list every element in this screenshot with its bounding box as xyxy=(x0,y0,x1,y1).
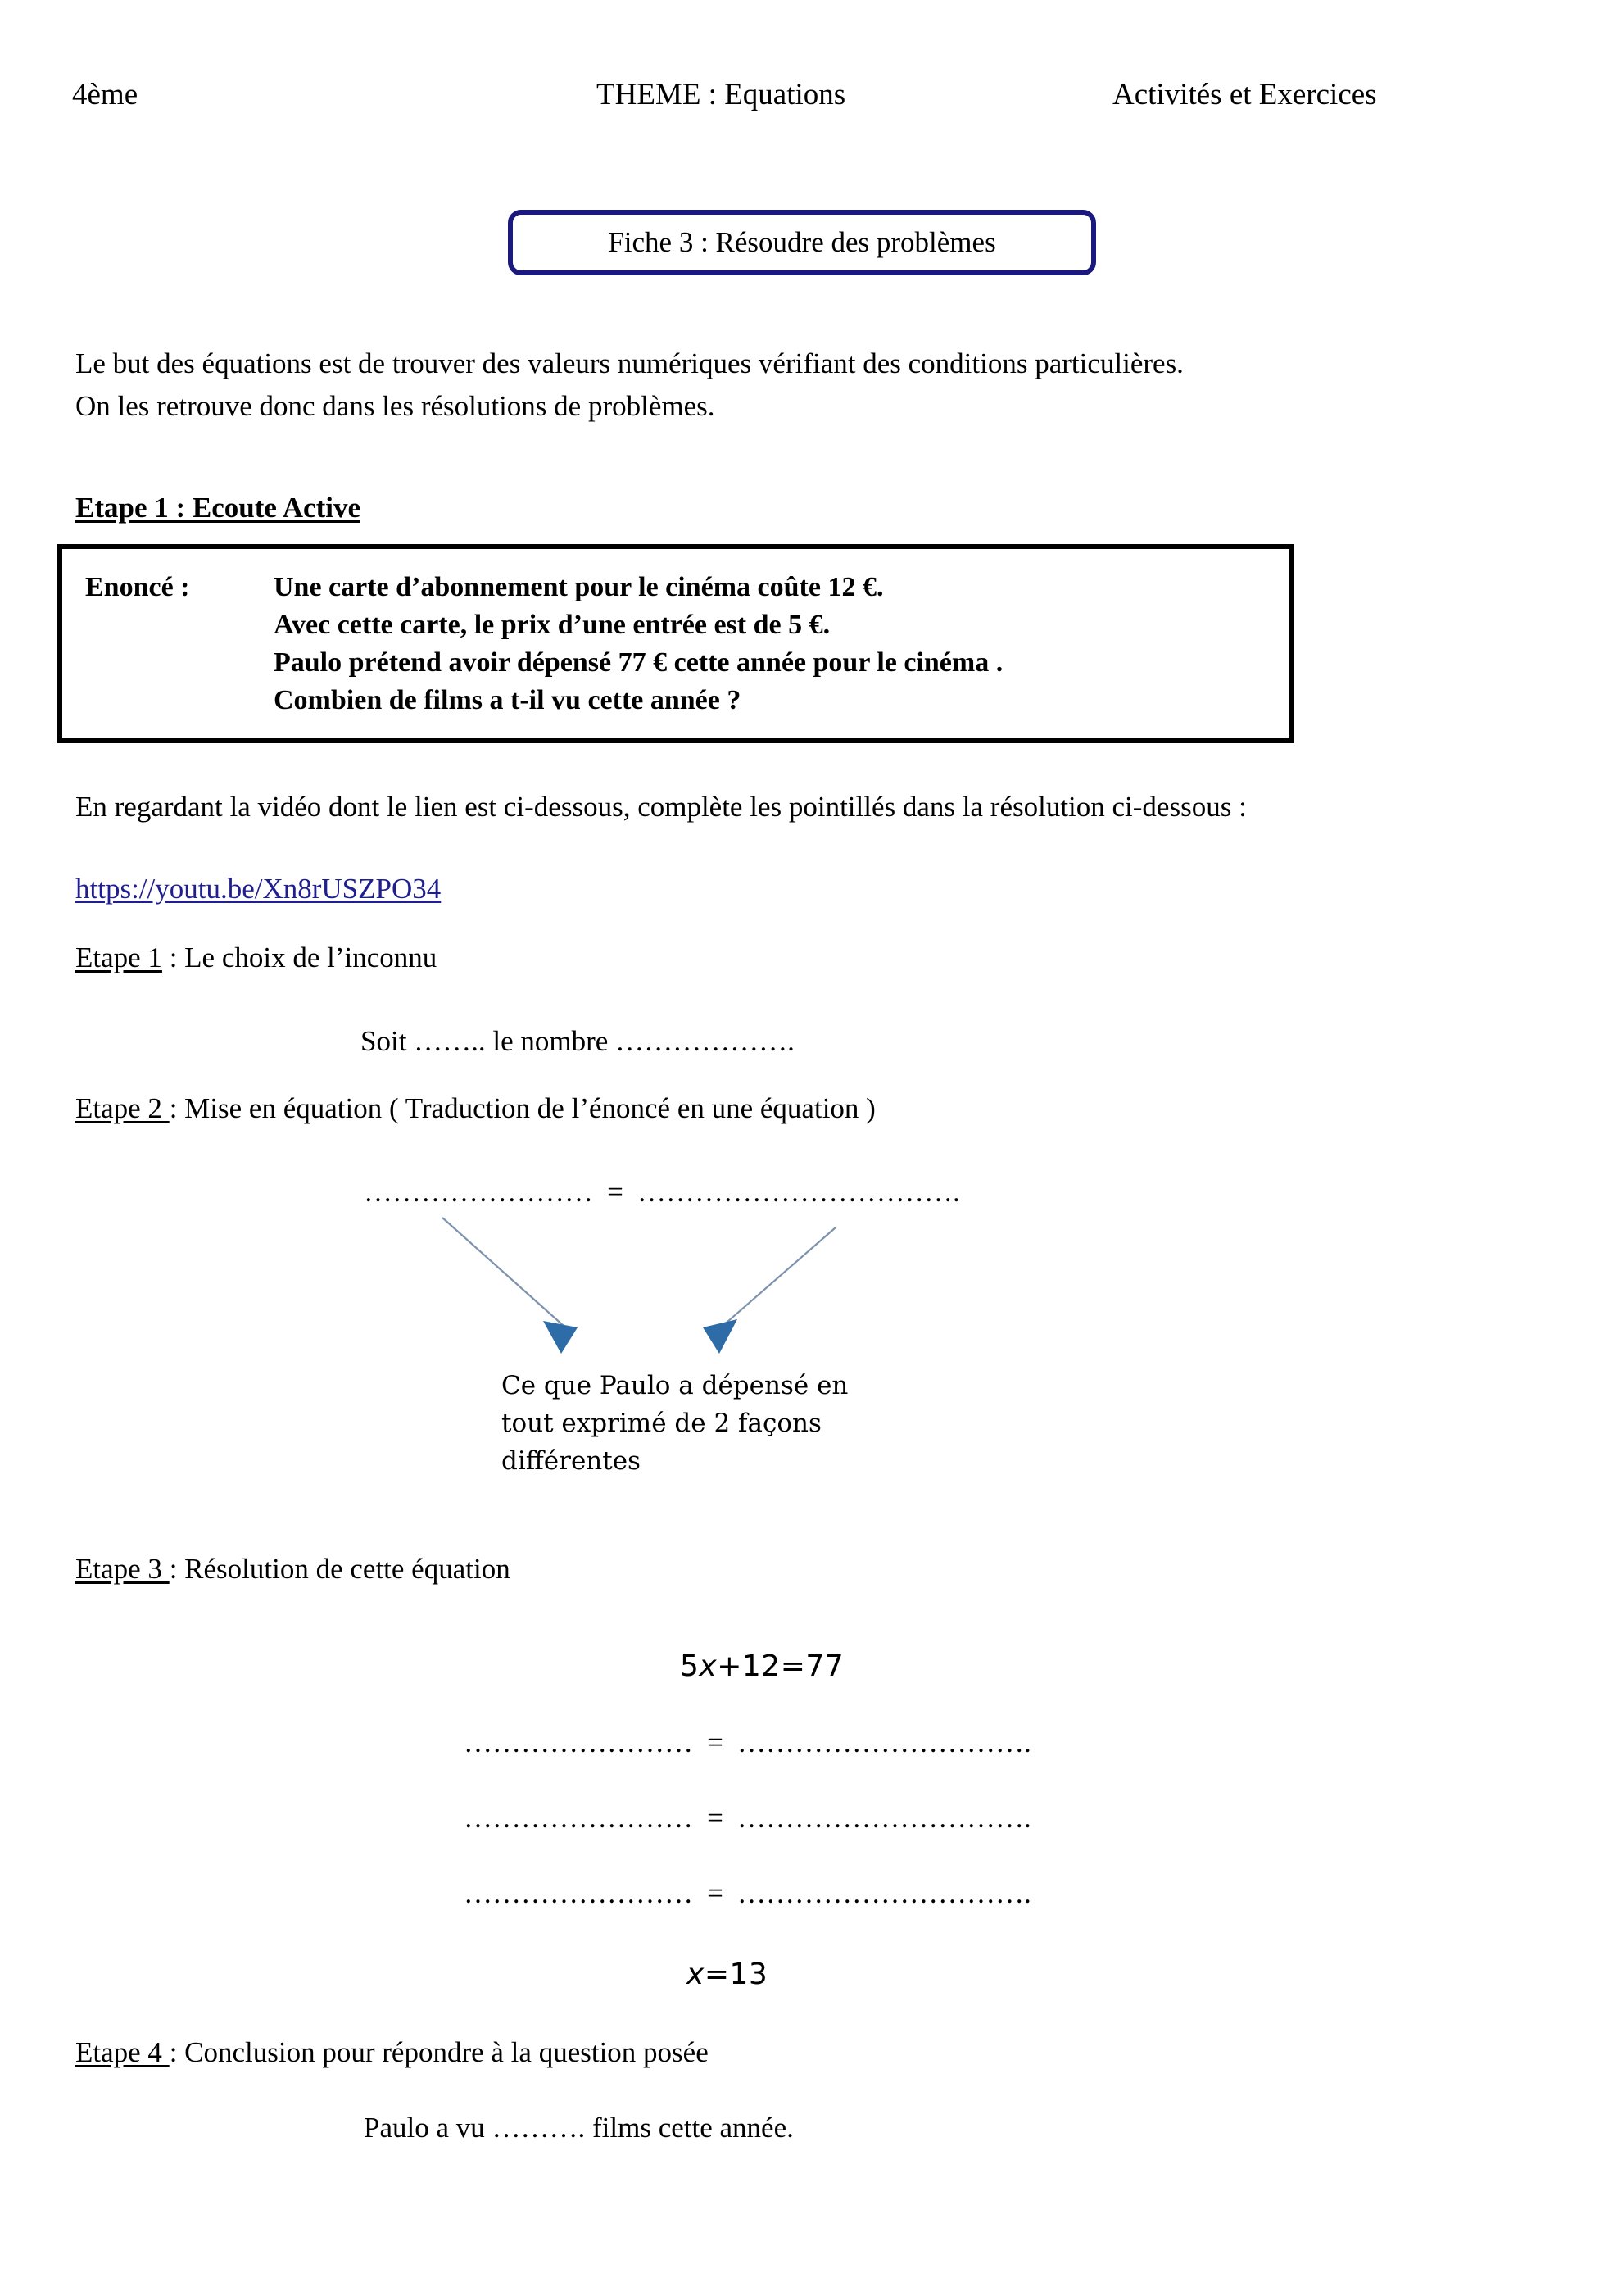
intro-line-2: On les retrouve donc dans les résolutions de problèmes. xyxy=(75,390,715,422)
etape-2-equals: = xyxy=(607,1176,623,1208)
etape-3-row-3-equals: = xyxy=(707,1877,723,1909)
etape-3-row-3-left[interactable]: …………………… xyxy=(464,1877,693,1909)
enonce-line-2: Avec cette carte, le prix d’une entrée est de 5 €. xyxy=(274,610,831,640)
heading-ecoute-active: Etape 1 : Ecoute Active xyxy=(75,492,360,524)
arrow-right-line xyxy=(721,1227,836,1327)
heading-etape-3-label: Etape 3 xyxy=(75,1553,170,1585)
intro-paragraph xyxy=(75,343,1484,428)
annotation-arrows xyxy=(410,1205,983,1360)
video-link[interactable]: https://youtu.be/Xn8rUSZPO34 xyxy=(75,873,442,905)
heading-etape-4-label: Etape 4 xyxy=(75,2036,170,2068)
heading-etape-2-label: Etape 2 xyxy=(75,1092,170,1124)
heading-etape-4-rest: : Conclusion pour répondre à la question posée xyxy=(169,2036,709,2068)
etape-3-blank-row-2[interactable] xyxy=(464,1799,1031,1837)
sheet-title-box xyxy=(508,210,1096,275)
etape-3-row-1-equals: = xyxy=(707,1727,723,1758)
equation-remainder: +12=77 xyxy=(717,1649,845,1683)
etape-3-row-2-equals: = xyxy=(707,1802,723,1834)
solution-variable: x xyxy=(686,1958,705,1991)
enonce-line-1: Une carte d’abonnement pour le cinéma coûte 12 €. xyxy=(274,572,884,602)
etape-3-blank-row-3[interactable] xyxy=(464,1875,1031,1913)
header-section: Activités et Exercices xyxy=(1112,78,1377,111)
heading-etape-1 xyxy=(75,939,437,977)
heading-etape-1-label: Etape 1 xyxy=(75,942,162,973)
enonce-label: Enoncé : xyxy=(85,572,190,602)
etape-2-note: Ce que Paulo a dépensé en tout exprimé de 2 façons différentes xyxy=(501,1371,849,1476)
arrow-left-line xyxy=(442,1218,564,1326)
etape-3-row-1-left[interactable]: …………………… xyxy=(464,1727,693,1758)
header-level: 4ème xyxy=(72,78,138,111)
etape-1-blank-line[interactable]: Soit …….. le nombre ………………. xyxy=(360,1025,795,1057)
intro-line-1: Le but des équations est de trouver des valeurs numériques vérifiant des conditions particulières. xyxy=(75,347,1184,379)
heading-etape-3 xyxy=(75,1550,510,1588)
video-instruction: En regardant la vidéo dont le lien est ci-dessous, complète les pointillés dans la résolution ci-dessous : xyxy=(75,791,1247,823)
etape-2-blank-left[interactable]: …………………… xyxy=(364,1176,593,1208)
page-header xyxy=(72,77,1407,113)
etape-2-blank-right[interactable]: ……………………………. xyxy=(637,1176,960,1208)
enonce-statement xyxy=(274,569,1003,719)
equation-variable: x xyxy=(699,1649,718,1683)
etape-3-initial-equation xyxy=(680,1649,844,1685)
etape-3-row-2-right[interactable]: …………………………. xyxy=(737,1802,1031,1834)
enonce-line-4: Combien de films a t-il vu cette année ? xyxy=(274,685,741,715)
etape-2-equation-blanks[interactable] xyxy=(364,1173,960,1211)
arrow-right-head-icon xyxy=(703,1319,737,1354)
equation-coefficient: 5 xyxy=(680,1649,700,1683)
etape-4-conclusion[interactable]: Paulo a vu ………. films cette année. xyxy=(364,2112,794,2144)
solution-value: =13 xyxy=(704,1958,768,1991)
page-title: Fiche 3 : Résoudre des problèmes xyxy=(608,226,996,258)
etape-3-row-1-right[interactable]: …………………………. xyxy=(737,1727,1031,1758)
heading-etape-4 xyxy=(75,2034,709,2071)
etape-3-row-3-right[interactable]: …………………………. xyxy=(737,1877,1031,1909)
enonce-box xyxy=(57,544,1294,743)
etape-3-blank-row-1[interactable] xyxy=(464,1724,1031,1762)
etape-3-row-2-left[interactable]: …………………… xyxy=(464,1802,693,1834)
header-theme: THEME : Equations xyxy=(596,78,846,111)
enonce-line-3: Paulo prétend avoir dépensé 77 € cette année pour le cinéma . xyxy=(274,647,1004,678)
heading-etape-2 xyxy=(75,1090,876,1128)
heading-etape-3-rest: : Résolution de cette équation xyxy=(169,1553,510,1585)
etape-3-solution xyxy=(686,1957,768,1993)
heading-etape-2-rest: : Mise en équation ( Traduction de l’énoncé en une équation ) xyxy=(169,1092,876,1124)
arrow-left-head-icon xyxy=(543,1321,578,1354)
heading-etape-1-rest: : Le choix de l’inconnu xyxy=(161,942,437,973)
